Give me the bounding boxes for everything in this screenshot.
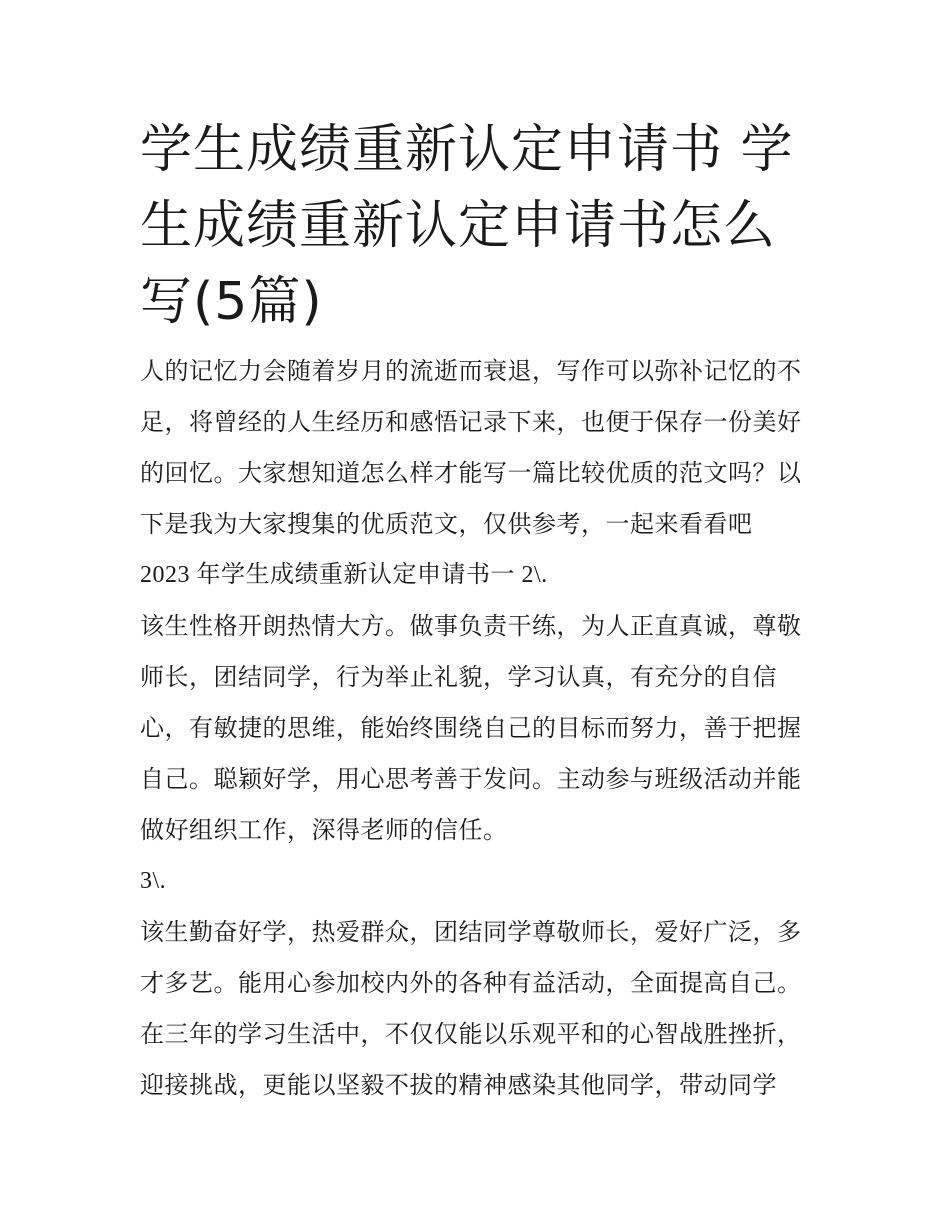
evaluation-paragraph-2: 该生勤奋好学，热爱群众，团结同学尊敬师长，爱好广泛，多才多艺。能用心参加校内外的各种有益活动，全面提高自己。在三年的学习生活中，不仅仅能以乐观平和的心智战胜挫折，迎接挑战，更能以坚毅不拔的精神感染其他同学，带动同学 [140,918,802,1099]
intro-paragraph: 人的记忆力会随着岁月的流逝而衰退，写作可以弥补记忆的不足，将曾经的人生经历和感悟记录下来，也便于保存一份美好的回忆。大家想知道怎么样才能写一篇比较优质的范文吗？以下是我为大家搜集的优质范文，仅供参考，一起来看看吧 [140,357,802,538]
document-page [140,112,820,1111]
evaluation-paragraph-1: 该生性格开朗热情大方。做事负责干练，为人正直真诚，尊敬师长，团结同学，行为举止礼貌，学习认真，有充分的自信心，有敏捷的思维，能始终围绕自己的目标而努力，善于把握自己。聪颖好学，用心思考善于发问。主动参与班级活动并能做好组织工作，深得老师的信任。 [140,612,802,844]
section-heading: 2023 年学生成绩重新认定申请书一 2\. [140,562,548,588]
document-title: 学生成绩重新认定申请书 学生成绩重新认定申请书怎么写(5篇) [140,120,794,332]
document-body [140,346,820,1111]
item-marker-3: 3\. [140,868,167,894]
